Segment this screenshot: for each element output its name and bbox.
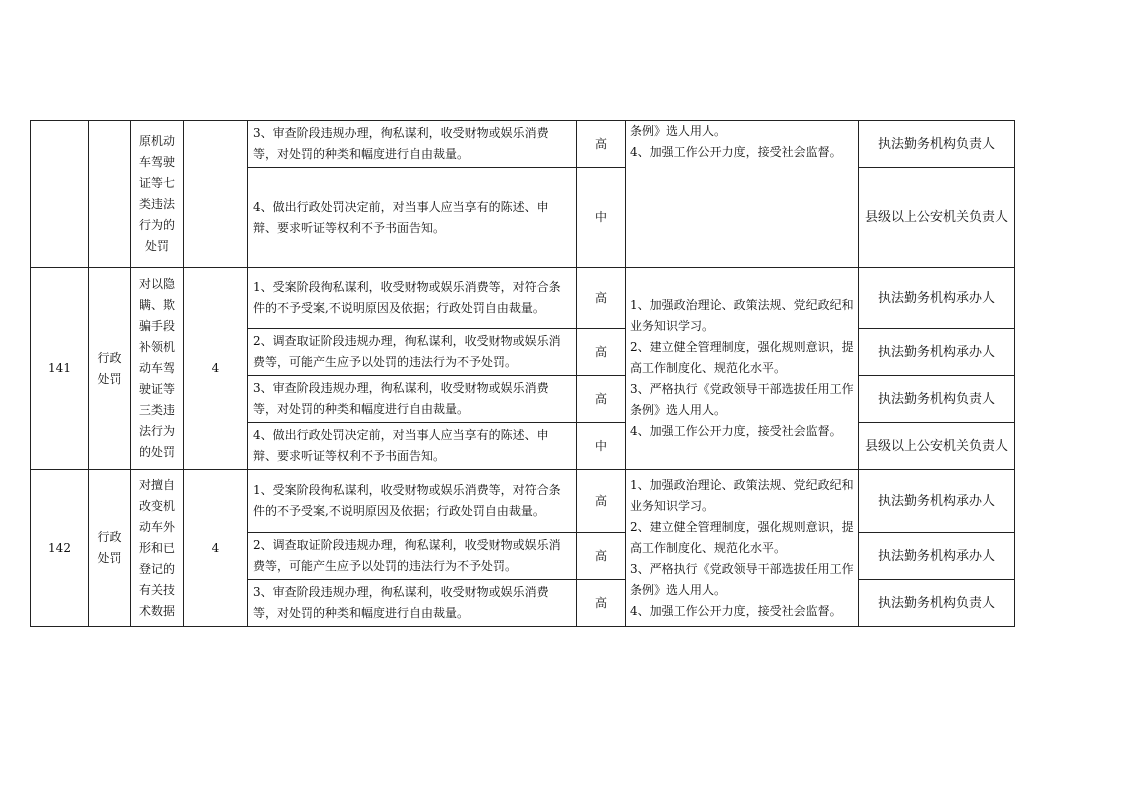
- measures-cell: [626, 121, 859, 268]
- risk-level: 高: [577, 470, 626, 533]
- measure-item: 4、加强工作公开力度，接受社会监督。: [630, 603, 842, 618]
- risk-content: 2、调查取证阶段违规办理，徇私谋利，收受财物或娱乐消费等，可能产生应予以处罚的违法行为不予处罚。: [248, 329, 577, 376]
- number-cell: 142: [31, 470, 89, 627]
- measure-item: 2、建立健全管理制度，强化规则意识，提高工作制度化、规范化水平。: [630, 519, 854, 555]
- risk-content: 3、审查阶段违规办理，徇私谋利，收受财物或娱乐消费等，对处罚的种类和幅度进行自由裁量。: [248, 376, 577, 423]
- risk-table: [30, 120, 1015, 627]
- risk-content: 1、受案阶段徇私谋利，收受财物或娱乐消费等，对符合条件的不予受案,不说明原因及依据；行政处罚自由裁量。: [248, 470, 577, 533]
- measure-item: 4、加强工作公开力度，接受社会监督。: [630, 145, 842, 159]
- table-row: [31, 470, 1015, 533]
- risk-content: 4、做出行政处罚决定前，对当事人应当享有的陈述、申辩、要求听证等权利不予书面告知。: [248, 168, 577, 268]
- count-cell: 4: [184, 470, 248, 627]
- risk-content: 2、调查取证阶段违规办理，徇私谋利，收受财物或娱乐消费等，可能产生应予以处罚的违法行为不予处罚。: [248, 533, 577, 580]
- measure-item: 4、加强工作公开力度，接受社会监督。: [630, 424, 842, 438]
- table-row: [31, 268, 1015, 329]
- number-cell: [31, 121, 89, 268]
- responsible-cell: 执法勤务机构承办人: [859, 268, 1015, 329]
- risk-content: 3、审查阶段违规办理，徇私谋利，收受财物或娱乐消费等，对处罚的种类和幅度进行自由裁量。: [248, 580, 577, 627]
- risk-level: 高: [577, 121, 626, 168]
- measure-item: 2、建立健全管理制度，强化规则意识，提高工作制度化、规范化水平。: [630, 340, 854, 375]
- category-cell: 行政处罚: [89, 470, 131, 627]
- risk-content: 3、审查阶段违规办理，徇私谋利，收受财物或娱乐消费等，对处罚的种类和幅度进行自由裁量。: [248, 121, 577, 168]
- risk-level: 高: [577, 580, 626, 627]
- risk-level: 高: [577, 533, 626, 580]
- table-row: [31, 121, 1015, 168]
- measure-item: 条例》选人用人。: [630, 124, 727, 138]
- responsible-cell: 执法勤务机构负责人: [859, 121, 1015, 168]
- responsible-cell: 县级以上公安机关负责人: [859, 168, 1015, 268]
- risk-level: 高: [577, 376, 626, 423]
- measure-item: 3、严格执行《党政领导干部选拔任用工作条例》选人用人。: [630, 382, 854, 417]
- count-cell: [184, 121, 248, 268]
- measure-item: 3、严格执行《党政领导干部选拔任用工作条例》选人用人。: [630, 561, 854, 597]
- item-name-cell: 对擅自改变机动车外形和已登记的有关技术数据: [131, 470, 184, 627]
- risk-content: 1、受案阶段徇私谋利，收受财物或娱乐消费等，对符合条件的不予受案,不说明原因及依据；行政处罚自由裁量。: [248, 268, 577, 329]
- number-cell: 141: [31, 268, 89, 470]
- risk-content: 4、做出行政处罚决定前，对当事人应当享有的陈述、申辩、要求听证等权利不予书面告知。: [248, 423, 577, 470]
- risk-level: 高: [577, 329, 626, 376]
- responsible-cell: 执法勤务机构负责人: [859, 376, 1015, 423]
- category-cell: [89, 121, 131, 268]
- responsible-cell: 执法勤务机构负责人: [859, 580, 1015, 627]
- measure-item: 1、加强政治理论、政策法规、党纪政纪和业务知识学习。: [630, 298, 854, 333]
- item-name-cell: 对以隐瞒、欺骗手段补领机动车驾驶证等三类违法行为的处罚: [131, 268, 184, 470]
- responsible-cell: 执法勤务机构承办人: [859, 329, 1015, 376]
- responsible-cell: 县级以上公安机关负责人: [859, 423, 1015, 470]
- responsible-cell: 执法勤务机构承办人: [859, 533, 1015, 580]
- count-cell: 4: [184, 268, 248, 470]
- risk-level: 中: [577, 423, 626, 470]
- category-cell: 行政处罚: [89, 268, 131, 470]
- responsible-cell: 执法勤务机构承办人: [859, 470, 1015, 533]
- risk-level: 高: [577, 268, 626, 329]
- measures-cell: [626, 268, 859, 470]
- risk-level: 中: [577, 168, 626, 268]
- measure-item: 1、加强政治理论、政策法规、党纪政纪和业务知识学习。: [630, 477, 854, 513]
- item-name-cell: 原机动车驾驶证等七类违法行为的处罚: [131, 121, 184, 268]
- measures-cell: [626, 470, 859, 627]
